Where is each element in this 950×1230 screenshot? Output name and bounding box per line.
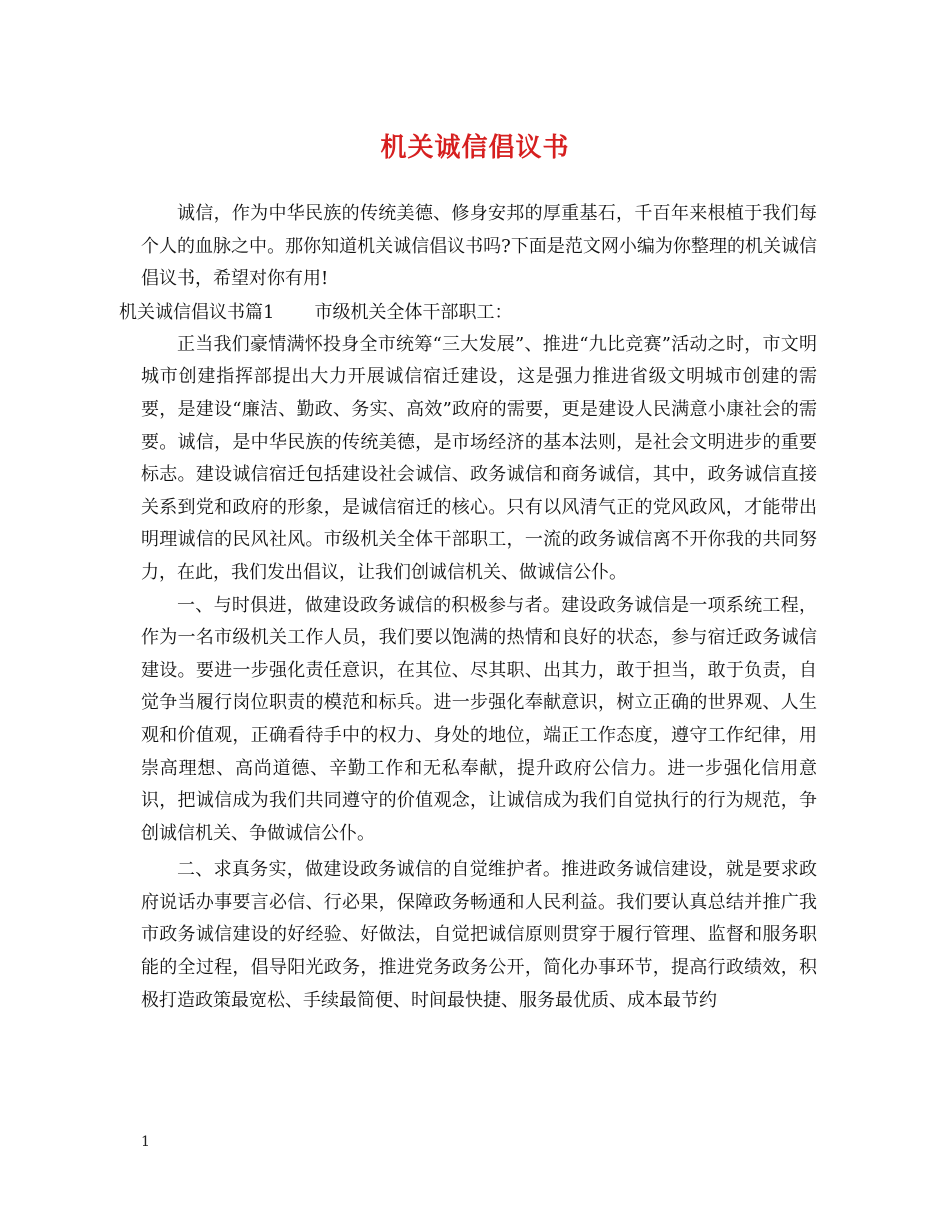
section-heading: 机关诚信倡议书篇1 [119,301,275,323]
document-body [119,198,817,1017]
salutation: 市级机关全体干部职工： [314,301,513,323]
body-paragraph-2: 一、与时俱进，做建设政务诚信的积极参与者。建设政务诚信是一项系统工程，作为一名市级机关工作人员，我们要以饱满的热情和良好的状态，参与宿迁政务诚信建设。要进一步强化责任意识，在其位、尽其职、出其力，敢于担当，敢于负责，自觉争当履行岗位职责的模范和标兵。进一步强化奉献意识，树立正确的世界观、人生观和价值观，正确看待手中的权力、身处的地位，端正工作态度，遵守工作纪律，用崇高理想、高尚道德、辛勤工作和无私奉献，提升政府公信力。进一步强化信用意识，把诚信成为我们共同遵守的价值观念，让诚信成为我们自觉执行的行为规范，争创诚信机关、争做诚信公仆。 [141,594,817,844]
document-title: 机关诚信倡议书 [380,133,570,163]
body-paragraph-1: 正当我们豪情满怀投身全市统筹“三大发展”、推进“九比竞赛”活动之时，市文明城市创建指挥部提出大力开展诚信宿迁建设，这是强力推进省级文明城市创建的需要，是建设“廉洁、勤政、务实、高效”政府的需要，更是建设人民满意小康社会的需要。诚信，是中华民族的传统美德，是市场经济的基本法则，是社会文明进步的重要标志。建设诚信宿迁包括建设社会诚信、政务诚信和商务诚信，其中，政务诚信直接关系到党和政府的形象，是诚信宿迁的核心。只有以风清气正的党风政风，才能带出明理诚信的民风社风。市级机关全体干部职工，一流的政务诚信离不开你我的共同努力，在此，我们发出倡议，让我们创诚信机关、做诚信公仆。 [141,333,817,583]
section-heading-line [119,296,817,329]
intro-paragraph: 诚信，作为中华民族的传统美德、修身安邦的厚重基石，千百年来根植于我们每个人的血脉之中。那你知道机关诚信倡议书吗?下面是范文网小编为你整理的机关诚信倡议书，希望对你有用! [141,203,817,290]
body-paragraph-3: 二、求真务实，做建设政务诚信的自觉维护者。推进政务诚信建设，就是要求政府说话办事要言必信、行必果，保障政务畅通和人民利益。我们要认真总结并推广我市政务诚信建设的好经验、好做法，自觉把诚信原则贯穿于履行管理、监督和服务职能的全过程，倡导阳光政务，推进党务政务公开，简化办事环节，提高行政绩效，积极打造政策最宽松、手续最简便、时间最快捷、服务最优质、成本最节约 [141,859,817,1011]
page-number: 1 [141,1134,150,1150]
